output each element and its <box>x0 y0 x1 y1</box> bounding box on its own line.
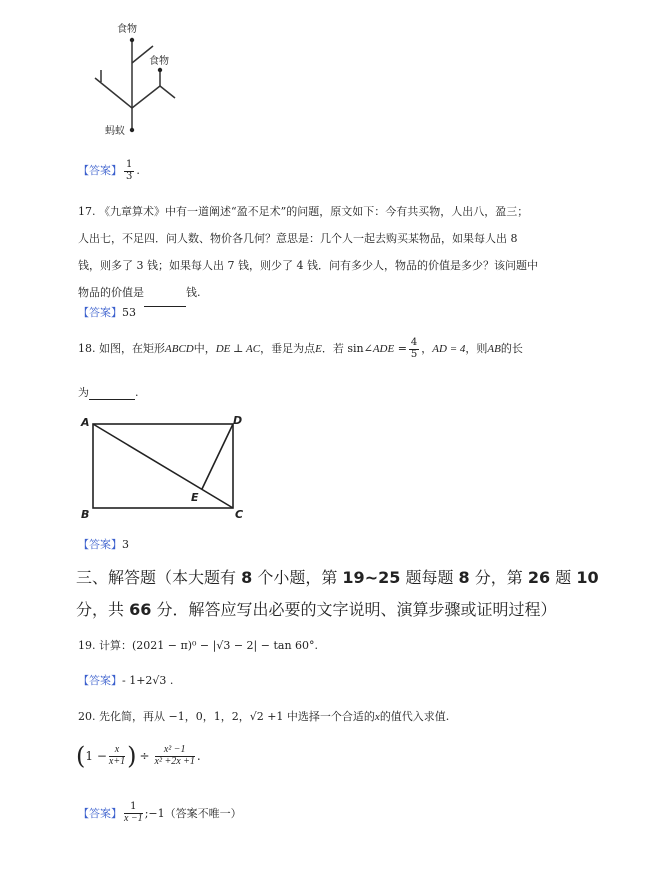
q17-line: 物品的价值是 钱. <box>78 279 638 307</box>
answer-18 <box>78 536 129 552</box>
q17-line: 17. 《九章算术》中有一道阐述“盈不足术”的问题，原文如下：今有共买物，人出八，盈三； <box>78 205 529 218</box>
question-19: 19. 计算：(2021 − π)⁰ − |√3 − 2| − tan 60°. <box>78 639 319 652</box>
label-b: B <box>81 508 90 521</box>
food-right-dot <box>158 68 162 72</box>
food-top-dot <box>130 38 134 42</box>
expression-20: (1 − $\frac{x}{x+1}$ ) ÷ $\frac{\text{x² −1}}{\text{x² +2x +1}}$ . <box>76 742 201 770</box>
q17-line: 钱，则多了 3 钱；如果每人出 7 钱，则少了 4 钱．问有多少人，物品的价值是多少？该问题中 <box>78 259 538 272</box>
tree-diagram <box>85 18 195 148</box>
tree-branch-left-low <box>95 78 132 108</box>
segment-de <box>202 424 233 489</box>
answer-value: 3 <box>122 538 129 551</box>
answer-tag: 【答案】 <box>78 807 122 820</box>
label-c: C <box>235 508 244 521</box>
section-heading-line: 分，共 66 分．解答应写出必要的文字说明、演算步骤或证明过程） <box>76 600 557 619</box>
expr-fraction-1: $\frac{x}{x+1}$ <box>108 744 126 767</box>
label-d: D <box>233 414 243 427</box>
answer-fraction: $\frac{1}{x -1}$ <box>124 801 143 824</box>
answer-19 <box>78 672 173 688</box>
answer-17 <box>78 304 136 320</box>
q18-line2: 为 . <box>78 386 139 399</box>
question-17 <box>78 198 638 307</box>
answer-fraction: $\frac{1}{3}$ <box>126 159 133 182</box>
answer-16: 【答案】 $\frac{1}{3}$ . <box>78 159 140 182</box>
q17-line: 人出七，不足四．问人数、物价各几何？意思是：几个人一起去购买某物品，如果每人出 8 <box>78 232 518 245</box>
diagonal-ac <box>93 424 233 508</box>
tree-branch-right-low <box>132 86 160 108</box>
question-18: 18. 如图，在矩形ABCD中，DE ⊥ AC，垂足为点E．若 sin∠ADE = $\frac{4}{5}$ ，AD = 4，则AB的长 <box>78 337 523 360</box>
question-20: 20. 先化简，再从 −1，0，1，2，√2 +1 中选择一个合适的x的值代入求值. <box>78 710 450 723</box>
section-heading <box>76 562 646 626</box>
food-right-label: 食物 <box>149 56 169 67</box>
food-top-label: 食物 <box>117 24 137 35</box>
answer-tag: 【答案】 <box>78 306 122 319</box>
ant-dot <box>130 128 134 132</box>
answer-value: - 1+2√3 . <box>122 674 174 687</box>
answer-value: 53 <box>122 306 136 319</box>
label-e: E <box>191 491 199 504</box>
tree-twig-right <box>160 86 175 98</box>
label-a: A <box>81 416 90 429</box>
answer-20: 【答案】 $\frac{1}{x -1}$ ;−1（答案不唯一） <box>78 801 242 824</box>
expr-fraction-2: $\frac{\text{x² −1}}{\text{x² +2x +1}}$ <box>154 744 195 767</box>
section-heading-line: 三、解答题（本大题有 8 个小题，第 19~25 题每题 8 分，第 26 题 10 <box>76 568 599 587</box>
answer-tag: 【答案】 <box>78 164 122 177</box>
answer-tag: 【答案】 <box>78 538 122 551</box>
ant-label: 蚂蚁 <box>105 126 125 137</box>
rectangle-figure <box>76 412 256 524</box>
answer-tag: 【答案】 <box>78 674 122 687</box>
